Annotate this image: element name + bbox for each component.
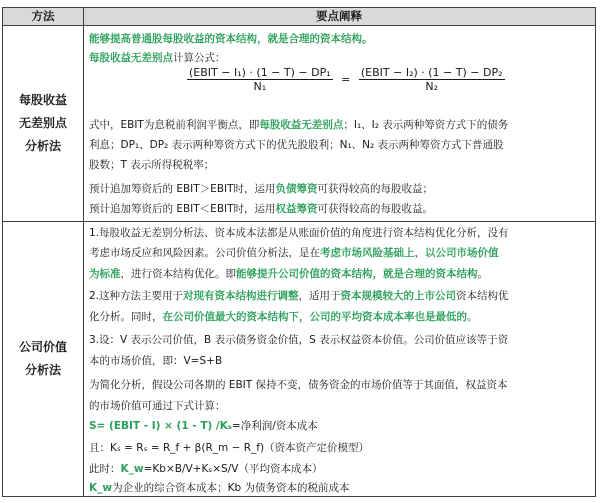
formula-numerator: (EBIT − I₁) · (1 − T) − DP₁: [189, 66, 331, 79]
highlight-text: 负债筹资: [275, 183, 318, 195]
body-text: 的市场价值可通过下式计算：: [89, 400, 226, 412]
text-line: [89, 418, 318, 433]
label-line: 无差别点: [18, 116, 67, 130]
column-divider: [83, 8, 84, 496]
company-value-explanation: [89, 222, 594, 496]
header-key-points: 要点阐释: [316, 9, 362, 23]
highlight-text: 每股收益无差别点: [89, 52, 173, 64]
label-line: 分析法: [24, 363, 61, 377]
body-text: 股数；T 表示所得税税率；: [89, 159, 215, 171]
comparison-table: [2, 7, 596, 497]
body-text: =Kb×B/V+Kₛ×S/V（平均资本成本）: [143, 463, 323, 475]
body-text: 可获得较高的每股收益。: [317, 203, 434, 215]
label-line: 每股收益: [18, 93, 67, 107]
text-line: [89, 117, 508, 132]
label-line: 分析法: [24, 139, 61, 153]
text-line: [89, 288, 509, 303]
text-line: [89, 377, 508, 392]
text-line: [89, 245, 499, 260]
body-text: 为简化分析，假设公司各期的 EBIT 保持不变，债务资金的市场价值等于其面值，权益资本: [89, 379, 508, 391]
highlight-text: S= (EBIT - I) × (1 - T) /Kₛ: [89, 420, 232, 432]
highlight-text: 对现有资本结构进行调整: [183, 290, 299, 302]
text-line: [89, 332, 508, 347]
body-text: 3.设：V 表示公司价值，B 表示债务资金价值，S 表示权益资本价值。公司价值应该等于资: [89, 334, 509, 346]
body-text: ，适用于: [298, 290, 341, 302]
body-text: 预计追加筹资后的 EBIT＞EBIT时，运用: [89, 183, 276, 195]
eps-explanation: [89, 26, 594, 221]
highlight-text: K_w: [89, 482, 113, 494]
body-text: 为企业的综合资本成本；Kb 为债务资本的税前成本: [112, 482, 350, 494]
text-line: [89, 157, 214, 172]
body-text: 。: [467, 311, 478, 323]
body-text: 可获得较高的每股收益；: [317, 183, 434, 195]
highlight-text: 能够提高普通股每股收益的资本结构，就是合理的资本结构。: [89, 33, 373, 45]
method-label-company-value: [3, 222, 83, 496]
body-text: 计算公式：: [173, 52, 226, 64]
body-text: 1.每股收益无差别分析法、资本成本法都是从账面价值的角度进行资本结构优化分析，没有: [89, 227, 509, 239]
header-method: 方法: [31, 9, 55, 23]
body-text: =净利润/资本成本: [231, 420, 318, 432]
formula-fraction-left: [187, 66, 333, 93]
eps-formula: [187, 66, 505, 93]
text-line: [89, 480, 349, 495]
method-label-eps: [3, 26, 83, 221]
label-line: 公司价值: [18, 340, 67, 354]
text-line: [89, 440, 369, 455]
text-line: [89, 398, 226, 413]
formula-equals: =: [341, 73, 351, 86]
formula-denominator: N₁: [253, 80, 267, 93]
highlight-text: 以公司市场价值: [425, 247, 499, 259]
body-text: 本的市场价值，即：V=S+B: [89, 355, 223, 367]
body-text: 且：Kₛ = Rₛ = R_f + β(R_m − R_f)（资本资产定价模型）: [89, 442, 370, 454]
formula-numerator: (EBIT − I₂) · (1 − T) − DP₂: [360, 66, 503, 79]
body-text: 考虑市场反应和风险因素。公司价值分析法，是在: [89, 247, 320, 259]
body-text: 预计追加筹资后的 EBIT＜EBIT时，运用: [89, 203, 276, 215]
body-text: 化分析。同时，: [89, 311, 163, 323]
text-line: [89, 181, 433, 196]
text-line: [89, 50, 226, 65]
body-text: 。: [477, 268, 488, 280]
body-text: 式中，EBIT为息税前利润平衡点，即: [89, 119, 260, 131]
body-text: ，: [414, 247, 425, 259]
formula-denominator: N₂: [425, 80, 438, 93]
body-text: 资本结构优: [456, 290, 509, 302]
highlight-text: 权益筹资: [275, 203, 318, 215]
text-line: [89, 225, 509, 240]
text-line: [89, 31, 373, 46]
highlight-text: 资本规模较大的上市公司: [340, 290, 457, 302]
text-line: [89, 353, 222, 368]
highlight-text: 为标准: [89, 268, 121, 280]
text-line: [89, 201, 433, 216]
body-text: ，进行资本结构优化。即: [120, 268, 236, 280]
body-text: ；I₁、I₂ 表示两种筹资方式下的债务: [343, 119, 509, 131]
highlight-text: 能够提升公司价值的资本结构，就是合理的资本结构: [236, 268, 478, 280]
body-text: 2.这种方法主要用于: [89, 290, 184, 302]
text-line: [89, 266, 488, 281]
highlight-text: 考虑市场风险基础上: [320, 247, 415, 259]
formula-fraction-right: [359, 66, 505, 93]
highlight-text: 每股收益无差别点: [259, 119, 344, 131]
body-text: 此时：: [89, 463, 121, 475]
text-line: [89, 137, 504, 152]
highlight-text: K_w: [120, 463, 144, 475]
highlight-text: 在公司价值最大的资本结构下，公司的平均资本成本率也是最低的: [162, 311, 467, 323]
body-text: 利息；DP₁、DP₂ 表示两种筹资方式下的优先股股利；N₁、N₂ 表示两种筹资方式下普通股: [89, 139, 504, 151]
text-line: [89, 461, 322, 476]
text-line: [89, 309, 478, 324]
